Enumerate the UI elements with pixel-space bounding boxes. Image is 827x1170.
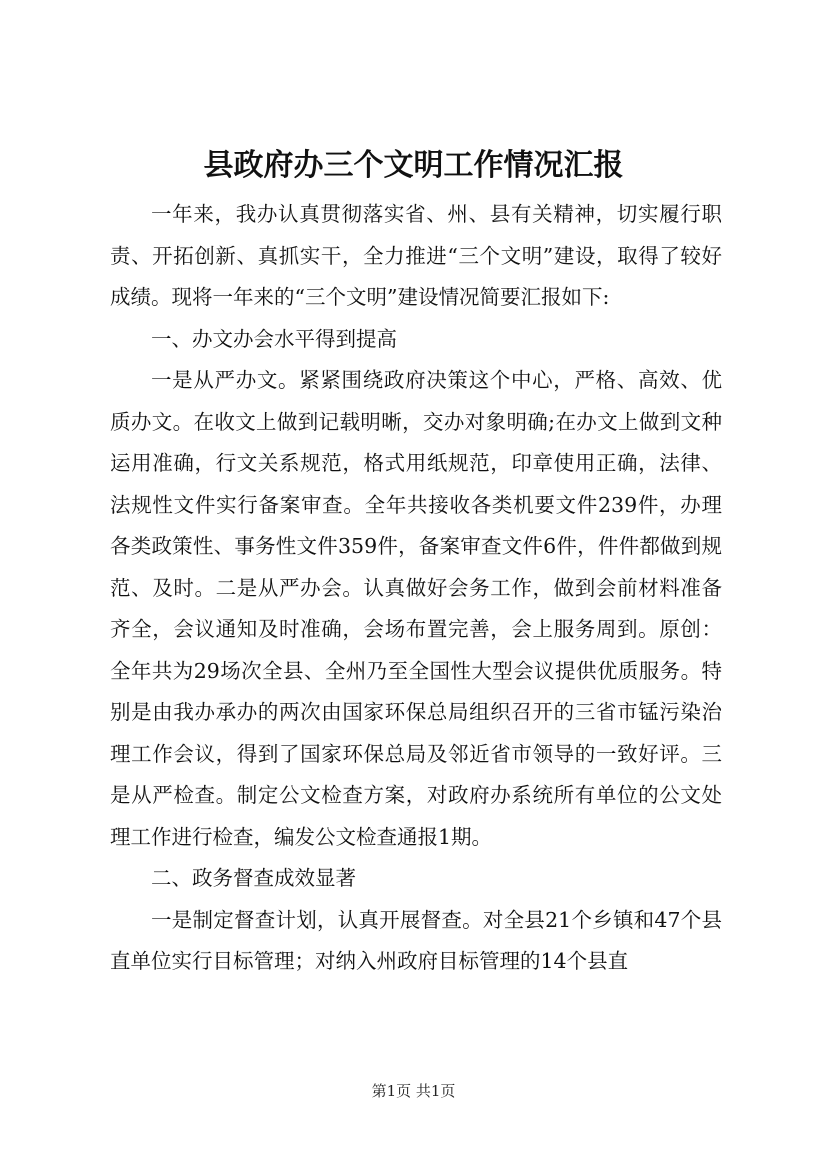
- section-heading-2: 二、政务督查成效显著: [151, 866, 356, 890]
- paragraph-intro: 一年来，我办认真贯彻落实省、州、县有关精神，切实履行职责、开拓创新、真抓实干，全力推进“三个文明”建设，取得了较好成绩。现将一年来的“三个文明”建设情况简要汇报如下:: [110, 202, 722, 309]
- document-title: 县政府办三个文明工作情况汇报: [203, 148, 624, 183]
- page-footer: 第1页 共1页: [371, 1082, 456, 1100]
- document-body: [110, 194, 722, 983]
- paragraph-section-2: 一是制定督查计划，认真开展督查。对全县21个乡镇和47个县直单位实行目标管理；对纳入州政府目标管理的14个县直: [110, 907, 722, 973]
- section-heading-1: 一、办文办会水平得到提高: [151, 326, 397, 351]
- paragraph-section-1: 一是从严办文。紧紧围绕政府决策这个中心，严格、高效、优质办文。在收文上做到记载明晰，交办对象明确;在办文上做到文种运用准确，行文关系规范，格式用纸规范，印章使用正确，法律、法规性文件实行备案审查。全年共接收各类机要文件239件，办理各类政策性、事务性文件359件，备案审查文件6件，件件都做到规范、及时。二是从严办会。认真做好会务工作，做到会前材料准备齐全，会议通知及时准确，会场布置完善，会上服务周到。原创：全年共为29场次全县、全州乃至全国性大型会议提供优质服务。特别是由我办承办的两次由国家环保总局组织召开的三省市锰污染治理工作会议，得到了国家环保总局及邻近省市领导的一致好评。三是从严检查。制定公文检查方案，对政府办系统所有单位的公文处理工作进行检查，编发公文检查通报1期。: [110, 368, 722, 849]
